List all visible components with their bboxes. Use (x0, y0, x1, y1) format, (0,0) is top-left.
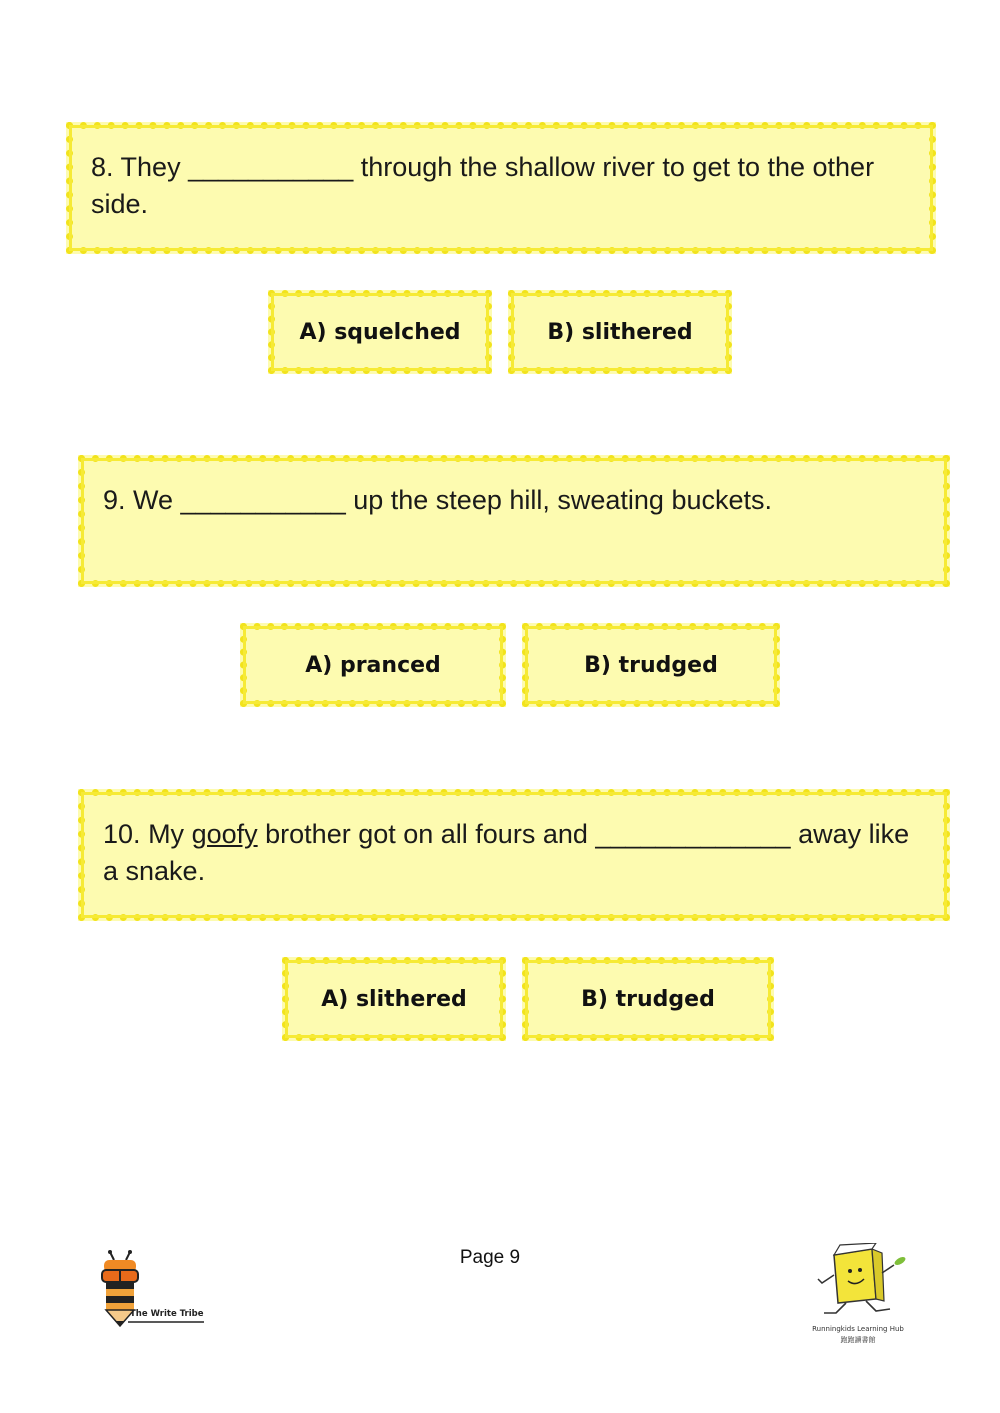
question-9-option-a[interactable]: A) pranced (240, 623, 506, 707)
question-8-number: 8. (91, 152, 114, 182)
question-10-number: 10. (103, 819, 141, 849)
question-8-option-a[interactable]: A) squelched (268, 290, 492, 374)
question-10-box (78, 789, 950, 921)
question-8-text: They ___________ through the shallow river to get to the other side. (91, 152, 875, 219)
question-9-number: 9. (103, 485, 126, 515)
question-10-underlined-word: goofy (191, 819, 258, 849)
question-10-text-after: brother got on all fours and _____________ away like a snake. (103, 819, 910, 886)
question-8-option-b[interactable]: B) slithered (508, 290, 732, 374)
question-10-option-b[interactable]: B) trudged (522, 957, 774, 1041)
runningkids-subcaption: 跑跑讀書館 (840, 1336, 876, 1344)
question-8-box (66, 122, 936, 254)
question-9-option-b[interactable]: B) trudged (522, 623, 780, 707)
page-number: Page 9 (459, 1247, 521, 1268)
runningkids-caption: Runningkids Learning Hub (812, 1325, 904, 1333)
question-10-text-before: My (148, 819, 185, 849)
write-tribe-caption: The Write Tribe (130, 1309, 204, 1319)
running-book-icon (810, 1243, 906, 1323)
question-9-box (78, 455, 950, 587)
question-9-text: We ___________ up the steep hill, sweating buckets. (133, 485, 772, 515)
question-10-option-a[interactable]: A) slithered (282, 957, 506, 1041)
write-tribe-logo (96, 1250, 208, 1330)
runningkids-logo (810, 1243, 906, 1345)
